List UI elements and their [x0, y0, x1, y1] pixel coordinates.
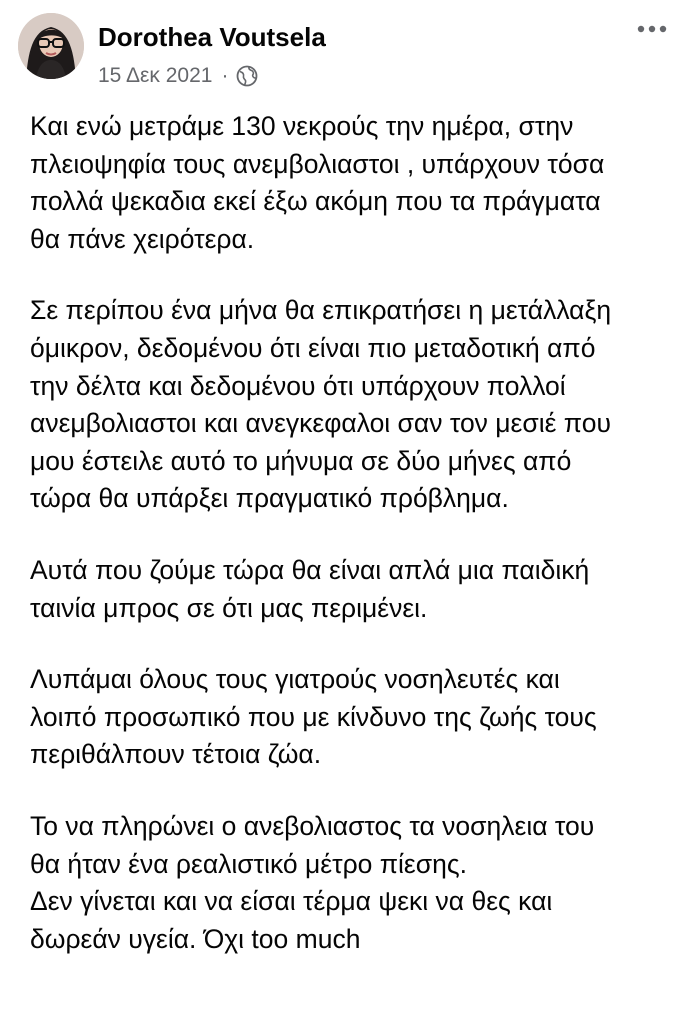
post-text-line: Λυπάμαι όλους τους γιατρούς νοσηλευτές και — [30, 664, 560, 695]
post-text-line: την δέλτα και δεδομένου ότι υπάρχουν πολλοί — [30, 370, 566, 401]
profile-photo-icon — [18, 13, 84, 79]
post-paragraph — [30, 108, 670, 258]
post-header — [0, 0, 684, 100]
post-text-line: λοιπό προσωπικό που με κίνδυνο της ζωής τους — [30, 701, 597, 732]
post-text-line: Και ενώ μετράμε 130 νεκρούς την ημέρα, στην — [30, 111, 574, 141]
post-paragraph — [30, 661, 670, 774]
more-horizontal-icon — [632, 18, 672, 40]
post-text-line: πλειοψηφία τους ανεμβολιαστοι , υπάρχουν τόσα — [30, 148, 605, 179]
post-text-line: μου έστειλε αυτό το μήνυμα σε δύο μήνες από — [30, 445, 572, 476]
post-text-line: πολλά ψεκαδια εκεί έξω ακόμη που τα πράγματα — [30, 186, 601, 217]
post-text-line: δωρεάν υγεία. Όχι too much — [30, 923, 361, 954]
post-text-line: ταινία μπρος σε ότι μας περιμένει. — [30, 592, 428, 623]
more-options-button[interactable] — [632, 18, 672, 40]
post-text — [30, 108, 670, 992]
post-text-line: όμικρον, δεδομένου ότι είναι πιο μεταδοτική από — [30, 332, 596, 363]
post-paragraph — [30, 808, 670, 958]
globe-icon — [236, 65, 258, 87]
post-meta — [98, 62, 258, 90]
meta-separator: · — [221, 64, 229, 87]
post-text-line: Αυτά που ζούμε τώρα θα είναι απλά μια παιδική — [30, 554, 590, 585]
post-text-line: τώρα θα υπάρξει πραγματικό πρόβλημα. — [30, 483, 509, 514]
post-paragraph — [30, 552, 670, 627]
post-text-line: Σε περίπου ένα μήνα θα επικρατήσει η μετάλλαξη — [30, 295, 612, 326]
author-name[interactable]: Dorothea Voutsela — [98, 22, 326, 52]
post-text-line: θα ήταν ένα ρεαλιστικό μέτρο πίεσης. — [30, 848, 467, 879]
post-paragraph — [30, 292, 670, 518]
post-text-line: Δεν γίνεται και να είσαι τέρμα ψεκι να θες και — [30, 886, 553, 917]
post-text-line: Το να πληρώνει ο ανεβολιαστος τα νοσηλεια του — [30, 810, 595, 841]
post-text-line: περιθάλπουν τέτοια ζώα. — [30, 739, 322, 770]
post-text-line: θα πάνε χειρότερα. — [30, 223, 255, 254]
post-date[interactable]: 15 Δεκ 2021 — [98, 64, 213, 87]
avatar[interactable] — [18, 13, 84, 79]
post-text-line: ανεμβολιαστοι και ανεγκεφαλοι σαν τον μεσιέ που — [30, 408, 611, 439]
